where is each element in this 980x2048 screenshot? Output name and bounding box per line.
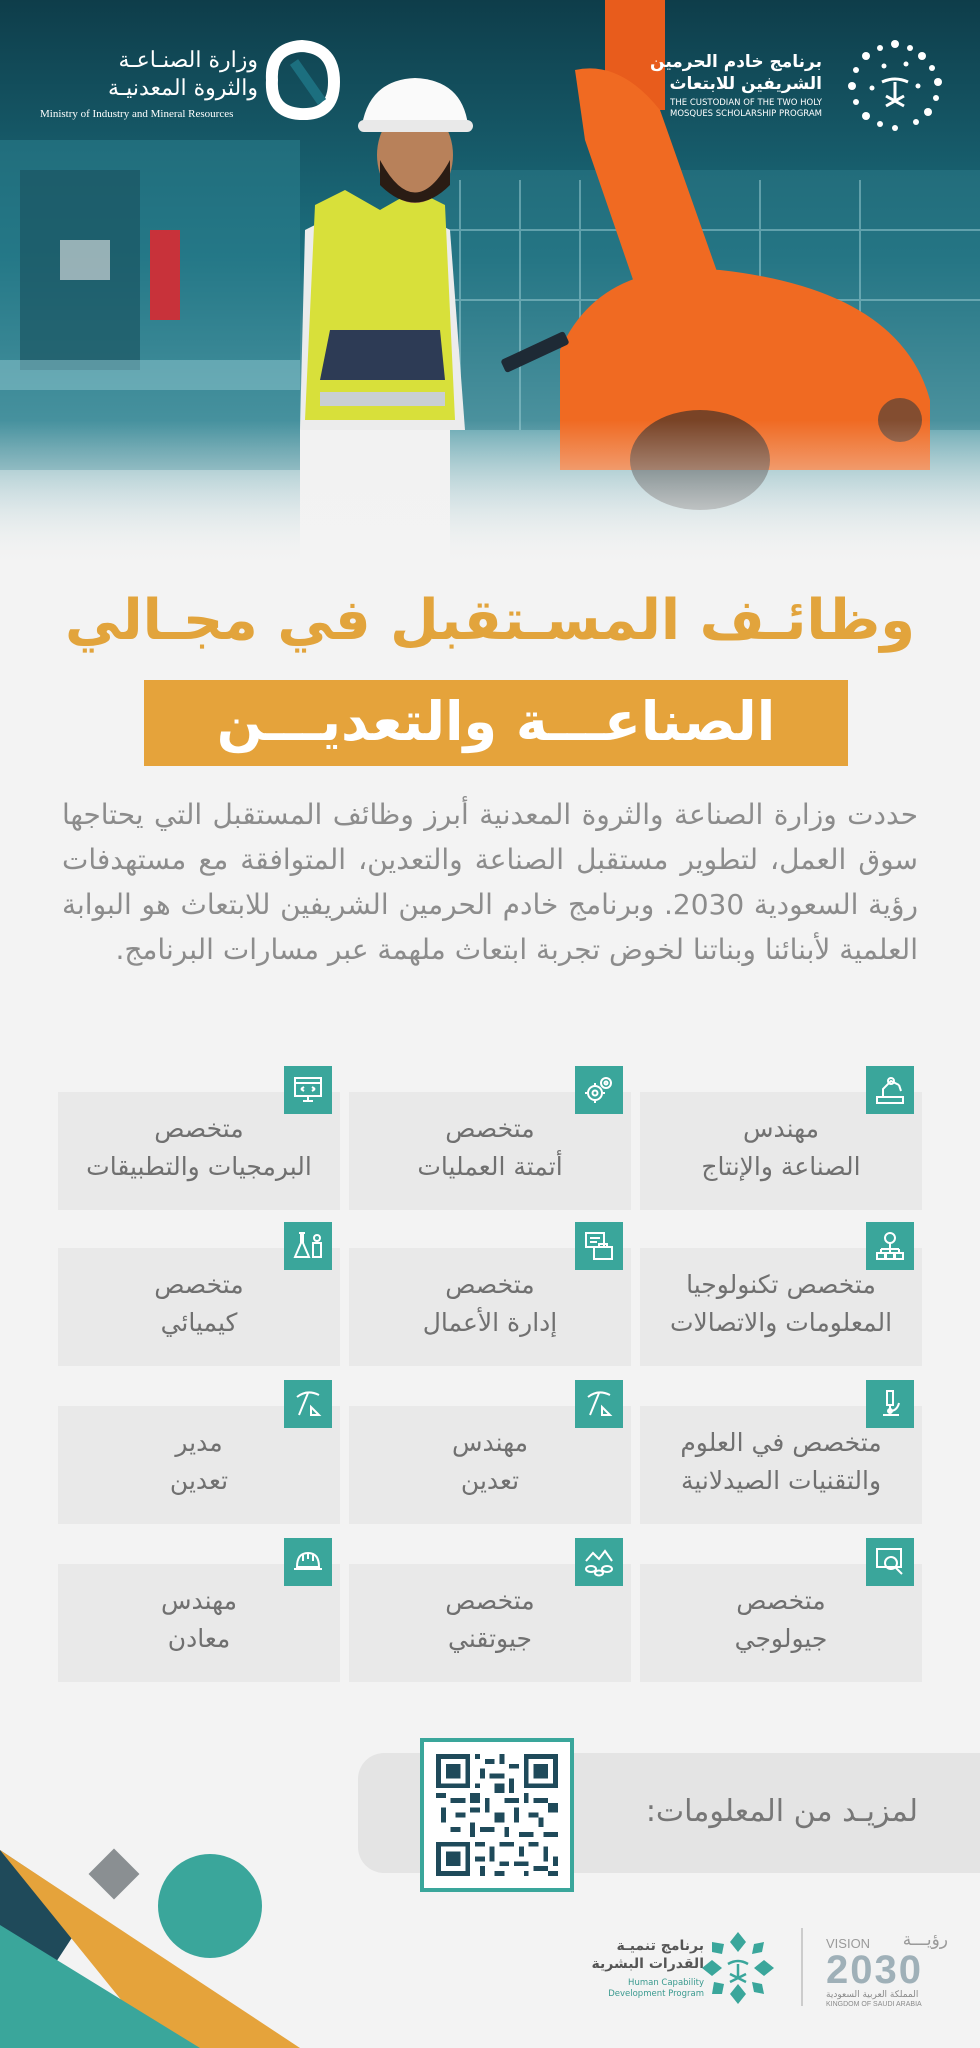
footer-decorative-shapes (0, 1840, 360, 2048)
job-title-line2: المعلومات والاتصالات (669, 1308, 893, 1337)
software-icon (284, 1066, 332, 1114)
ministry-name-ar-line2: والثروة المعدنيـة (107, 76, 258, 101)
scholarship-name-ar-line2: الشريفين للابتعاث (669, 74, 822, 94)
job-title-line1: متخصص (154, 1270, 244, 1299)
kingdom-name-en: KINGDOM OF SAUDI ARABIA (826, 2001, 922, 2008)
footer-divider (801, 1928, 803, 2006)
hcdp-name-ar-line2: القدرات البشرية (591, 1956, 704, 1972)
gears-icon (575, 1066, 623, 1114)
job-title-line2: الصناعة والإنتاج (701, 1152, 861, 1181)
job-title-line2: معادن (167, 1624, 231, 1653)
job-title-line1: متخصص تكنولوجيا (686, 1270, 876, 1299)
hero-fade-overlay (0, 420, 980, 570)
job-title-line1: متخصص (736, 1586, 826, 1615)
job-card-pharma-specialist (640, 1406, 922, 1524)
job-card-chemist (58, 1248, 340, 1366)
job-title-line1: مهندس (160, 1586, 238, 1615)
job-card-software-specialist (58, 1092, 340, 1210)
vision-2030-logo (812, 1930, 962, 2010)
hcdp-name-en-line1: Human Capability (628, 1978, 704, 1988)
pickaxe-icon (284, 1380, 332, 1428)
intro-paragraph: حددت وزارة الصناعة والثروة المعدنية أبرز وظائف المستقبل التي يحتاجها سوق العمل، لتطوير مستقبل الصناعة والتعدين، المتوافقة مع مستهدفات رؤية السعودية 2030. وبرنامج خادم الحرمين الشريفين للابتعاث هو البوابة العلمية لأبنائنا وبناتنا لخوض تجربة ابتعاث ملهمة عبر مسارات البرنامج. (62, 798, 919, 966)
terrain-icon (575, 1538, 623, 1586)
qr-code-pattern (436, 1754, 558, 1876)
briefcase-icon (575, 1222, 623, 1270)
job-card-automation-specialist (349, 1092, 631, 1210)
job-title-line2: إدارة الأعمال (422, 1308, 558, 1337)
job-title-line2: جيولوجي (734, 1624, 828, 1653)
magnifier-icon (866, 1538, 914, 1586)
ministry-name-en: Ministry of Industry and Mineral Resources (40, 108, 234, 120)
helmet-icon (284, 1538, 332, 1586)
job-card-metallurgical-engineer (58, 1564, 340, 1682)
hcdp-emblem-icon (700, 1930, 776, 2006)
job-title-line1: مدير (175, 1428, 223, 1457)
job-title-line1: مهندس (742, 1114, 820, 1143)
job-title-line2: تعدين (169, 1466, 229, 1495)
job-title-line2: والتقنيات الصيدلانية (680, 1466, 882, 1495)
job-title-line2: جيوتقني (448, 1624, 532, 1653)
vision-year: 2030 (826, 1948, 923, 1992)
microscope-icon (866, 1380, 914, 1428)
pickaxe-icon (575, 1380, 623, 1428)
scholarship-name-en-line1: THE CUSTODIAN OF THE TWO HOLY (670, 98, 822, 108)
job-title-line1: متخصص (445, 1270, 535, 1299)
hcdp-name-en-line2: Development Program (608, 1989, 704, 1999)
scholarship-name-ar-line1: برنامج خادم الحرمين (650, 52, 822, 72)
kingdom-name-ar: المملكة العربية السعودية (826, 1990, 919, 2000)
more-info-label: لمزيـد من المعلومات: (645, 1794, 918, 1829)
ministry-name-ar-line1: وزارة الصنـاعـة (118, 48, 258, 73)
network-icon (866, 1222, 914, 1270)
job-card-mining-engineer (349, 1406, 631, 1524)
job-card-business-admin-specialist (349, 1248, 631, 1366)
job-title-line1: متخصص (445, 1114, 535, 1143)
scholarship-name-en-line2: MOSQUES SCHOLARSHIP PROGRAM (669, 109, 822, 119)
jobs-grid (58, 1062, 922, 1686)
vision-ar-label: رؤيـــة (902, 1930, 948, 1950)
job-card-ict-specialist (640, 1248, 922, 1366)
job-title-line1: متخصص (445, 1586, 535, 1615)
qr-code[interactable] (420, 1738, 574, 1892)
ministry-logo (40, 40, 340, 130)
hero-banner (0, 0, 980, 570)
job-title-line1: متخصص (154, 1114, 244, 1143)
vision-en-label: VISION (826, 1936, 871, 1951)
robot-arm-icon (866, 1066, 914, 1114)
job-card-geotechnical-specialist (349, 1564, 631, 1682)
job-card-industrial-engineer (640, 1092, 922, 1210)
job-title-line2: كيميائي (160, 1308, 238, 1337)
job-title-line2: تعدين (460, 1466, 520, 1495)
title-line2: الصناعـــة والتعديـــن (216, 690, 776, 753)
job-title-line2: البرمجيات والتطبيقات (86, 1152, 312, 1181)
job-title-line2: أتمتة العمليات (417, 1152, 563, 1181)
hcdp-logo (560, 1928, 800, 2008)
ministry-emblem-icon (264, 40, 340, 120)
job-card-mining-manager (58, 1406, 340, 1524)
scholarship-program-logo (650, 36, 950, 136)
title-band (144, 680, 848, 766)
job-title-line1: متخصص في العلوم (680, 1428, 882, 1457)
job-title-line1: مهندس (451, 1428, 529, 1457)
job-card-geologist (640, 1564, 922, 1682)
title-line1: وظائـف المسـتقبل في مجـالي (64, 588, 916, 653)
flask-icon (284, 1222, 332, 1270)
hcdp-name-ar-line1: برنامج تنميـة (616, 1938, 704, 1954)
scholarship-dots-emblem-icon (840, 36, 950, 136)
